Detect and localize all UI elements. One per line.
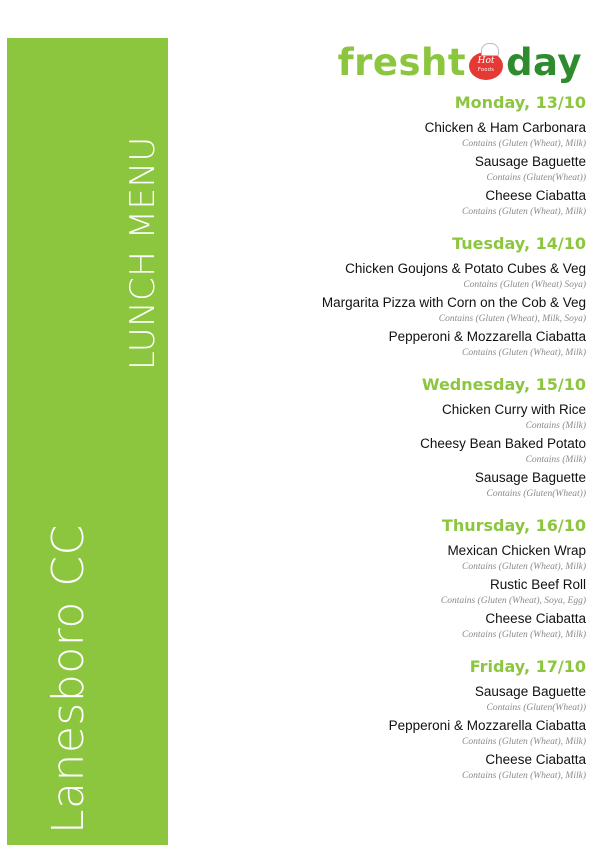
allergen-info: Contains (Gluten (Wheat), Milk) (461, 348, 586, 358)
allergen-info: Contains (Gluten (Wheat), Milk) (461, 562, 586, 572)
day-title: Wednesday, 15/10 (421, 375, 586, 394)
school-name: Lanesboro CC (43, 524, 94, 834)
day-section-monday (186, 92, 586, 221)
menu-item (186, 401, 586, 435)
dish-name: Cheese Ciabatta (485, 611, 586, 626)
menu-item (186, 328, 586, 362)
day-title: Friday, 17/10 (469, 657, 586, 676)
allergen-info: Contains (Milk) (525, 421, 586, 431)
menu-item (186, 469, 586, 503)
logo-word-day: day (506, 40, 582, 84)
dish-name: Rustic Beef Roll (489, 577, 586, 592)
dish-name: Cheese Ciabatta (485, 188, 586, 203)
dish-name: Cheese Ciabatta (485, 752, 586, 767)
day-title: Thursday, 16/10 (441, 516, 586, 535)
day-section-tuesday (186, 233, 586, 362)
menu-item (186, 751, 586, 785)
dish-name: Margarita Pizza with Corn on the Cob & Veg (321, 295, 586, 310)
logo-word-fresh: fresh (337, 40, 448, 84)
menu-item (186, 153, 586, 187)
dish-name: Sausage Baguette (474, 470, 586, 485)
allergen-info: Contains (Gluten (Wheat), Milk, Soya) (438, 314, 586, 324)
allergen-info: Contains (Milk) (525, 455, 586, 465)
sidebar-panel (7, 38, 168, 845)
logo-badge-foods: Foods (478, 67, 495, 73)
day-title: Monday, 13/10 (454, 93, 586, 112)
weekly-menu (186, 92, 586, 797)
dish-name: Chicken Goujons & Potato Cubes & Veg (345, 261, 586, 276)
menu-item (186, 294, 586, 328)
dish-name: Sausage Baguette (474, 684, 586, 699)
fresh-today-logo (338, 38, 582, 86)
allergen-info: Contains (Gluten (Wheat), Soya, Egg) (440, 596, 586, 606)
menu-item (186, 542, 586, 576)
allergen-info: Contains (Gluten (Wheat), Milk) (461, 139, 586, 149)
allergen-info: Contains (Gluten(Wheat)) (486, 489, 586, 499)
tomato-icon (467, 43, 505, 81)
menu-item (186, 717, 586, 751)
allergen-info: Contains (Gluten (Wheat), Milk) (461, 207, 586, 217)
logo-letter-t: t (447, 40, 467, 84)
allergen-info: Contains (Gluten(Wheat)) (486, 703, 586, 713)
dish-name: Chicken & Ham Carbonara (424, 120, 586, 135)
day-title: Tuesday, 14/10 (452, 234, 586, 253)
day-section-thursday (186, 515, 586, 644)
menu-item (186, 119, 586, 153)
allergen-info: Contains (Gluten (Wheat), Milk) (461, 771, 586, 781)
allergen-info: Contains (Gluten (Wheat) Soya) (463, 280, 586, 290)
allergen-info: Contains (Gluten (Wheat), Milk) (461, 630, 586, 640)
logo-badge-hot: Hot (477, 56, 495, 66)
allergen-info: Contains (Gluten(Wheat)) (486, 173, 586, 183)
menu-item (186, 576, 586, 610)
menu-item (186, 435, 586, 469)
menu-item (186, 187, 586, 221)
dish-name: Mexican Chicken Wrap (447, 543, 586, 558)
dish-name: Pepperoni & Mozzarella Ciabatta (388, 718, 586, 733)
dish-name: Cheesy Bean Baked Potato (420, 436, 586, 451)
chef-hat-icon (481, 43, 499, 56)
day-section-wednesday (186, 374, 586, 503)
dish-name: Chicken Curry with Rice (441, 402, 586, 417)
menu-item (186, 260, 586, 294)
menu-item (186, 610, 586, 644)
menu-item (186, 683, 586, 717)
dish-name: Pepperoni & Mozzarella Ciabatta (388, 329, 586, 344)
menu-title: LUNCH MENU (123, 136, 163, 370)
day-section-friday (186, 656, 586, 785)
allergen-info: Contains (Gluten (Wheat), Milk) (461, 737, 586, 747)
dish-name: Sausage Baguette (474, 154, 586, 169)
